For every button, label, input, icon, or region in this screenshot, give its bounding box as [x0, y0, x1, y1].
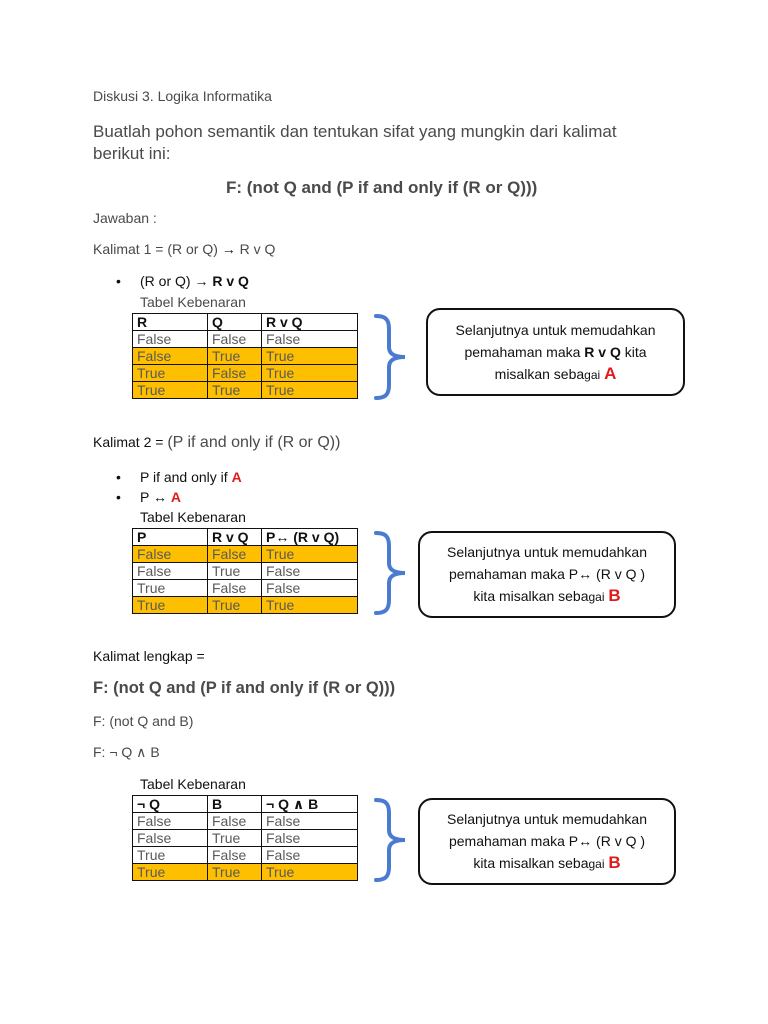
table-cell: True	[208, 830, 262, 847]
truth-table-3	[132, 795, 358, 881]
note-2-text: gai	[588, 590, 605, 604]
table-cell: False	[133, 348, 208, 365]
note-3-line-1: Selanjutnya untuk memudahkan	[446, 811, 648, 827]
note-1-expr: R ᴠ Q	[584, 344, 621, 360]
kalimat-lengkap-line-1: F: (not Q and B)	[93, 713, 194, 729]
note-2-line-1: Selanjutnya untuk memudahkan	[446, 544, 648, 560]
right-brace-icon	[372, 797, 412, 883]
kalimat-1-prefix: Kalimat 1 = (R or Q)	[93, 241, 222, 257]
note-3-line-3	[420, 852, 674, 875]
note-2-line-3	[420, 585, 674, 608]
note-3-text: kita misalkan seba	[473, 855, 589, 871]
note-box-1	[426, 308, 685, 396]
note-2-line-2: pemahaman maka P↔ (R ᴠ Q )	[448, 566, 646, 582]
kalimat-lengkap-line-2: F: ¬ Q ∧ B	[93, 744, 160, 760]
table-cell: False	[262, 331, 358, 348]
table-header-cell: P	[133, 529, 208, 546]
table-cell: False	[133, 546, 208, 563]
table-cell: True	[262, 864, 358, 881]
kalimat-2-line	[93, 434, 340, 452]
note-3-line-2: pemahaman maka P↔ (R ᴠ Q )	[448, 833, 646, 849]
table-cell: False	[133, 830, 208, 847]
table-cell: True	[133, 382, 208, 399]
question-line-2: berikut ini:	[93, 144, 171, 163]
table-cell: False	[262, 580, 358, 597]
table-cell: False	[208, 331, 262, 348]
right-brace-icon	[372, 530, 412, 616]
table-row-highlighted	[133, 864, 358, 881]
table-header-row	[133, 529, 358, 546]
table-cell: True	[133, 365, 208, 382]
table-cell: False	[262, 847, 358, 864]
table-cell: False	[208, 847, 262, 864]
note-1-text: misalkan seba	[494, 366, 585, 382]
table-header-cell: ¬ Q ∧ B	[262, 796, 358, 813]
table-row	[133, 563, 358, 580]
kalimat-2-bullet-1	[140, 469, 242, 485]
table-cell: True	[133, 864, 208, 881]
table-cell: True	[208, 597, 262, 614]
table-row-highlighted	[133, 546, 358, 563]
table-cell: True	[262, 546, 358, 563]
table-header-cell: R ᴠ Q	[262, 314, 358, 331]
table-header-cell: P↔ (R ᴠ Q)	[262, 529, 358, 546]
table-row-highlighted	[133, 365, 358, 382]
note-1-line-1: Selanjutnya untuk memudahkan	[455, 322, 656, 338]
table-cell: False	[208, 813, 262, 830]
note-1-letter: A	[604, 364, 617, 383]
note-1-text: gai	[584, 368, 601, 382]
table-cell: True	[262, 597, 358, 614]
note-2-text: kita misalkan seba	[473, 588, 589, 604]
kalimat-1-bullet-bold: R ᴠ Q	[208, 273, 249, 289]
kalimat-lengkap-label: Kalimat lengkap =	[93, 648, 205, 664]
table-row-highlighted	[133, 597, 358, 614]
table-row	[133, 813, 358, 830]
kalimat-2-label: Kalimat 2 =	[93, 434, 168, 450]
table-row	[133, 331, 358, 348]
table-cell: True	[262, 382, 358, 399]
table-cell: False	[133, 331, 208, 348]
table-cell: False	[208, 580, 262, 597]
table-cell: False	[208, 546, 262, 563]
table-cell: True	[208, 382, 262, 399]
table-header-cell: B	[208, 796, 262, 813]
table-cell: True	[133, 580, 208, 597]
table-header-cell: R ᴠ Q	[208, 529, 262, 546]
table-cell: False	[262, 813, 358, 830]
table-row	[133, 847, 358, 864]
table-row	[133, 580, 358, 597]
note-1-line-3	[428, 363, 683, 386]
table-cell: False	[133, 813, 208, 830]
table-cell: True	[208, 348, 262, 365]
kalimat-1-line	[93, 241, 275, 257]
note-3-letter: B	[608, 853, 621, 872]
table-header-cell: R	[133, 314, 208, 331]
table-cell: True	[208, 563, 262, 580]
table-cell: True	[262, 348, 358, 365]
answer-label: Jawaban :	[93, 210, 157, 226]
table-2-title: Tabel Kebenaran	[140, 509, 246, 525]
note-box-2	[418, 531, 676, 618]
table-cell: True	[208, 864, 262, 881]
table-header-row	[133, 796, 358, 813]
document-header: Diskusi 3. Logika Informatika	[93, 88, 272, 104]
kalimat-2-bullet-2	[140, 489, 181, 505]
table-row-highlighted	[133, 382, 358, 399]
note-2-letter: B	[608, 586, 621, 605]
question-formula: F: (not Q and (P if and only if (R or Q)))	[226, 178, 538, 197]
table-cell: False	[262, 563, 358, 580]
table-header-cell: ¬ Q	[133, 796, 208, 813]
note-3-text: gai	[588, 857, 605, 871]
note-1-text: pemahaman maka	[464, 344, 585, 360]
table-cell: True	[133, 597, 208, 614]
table-cell: False	[133, 563, 208, 580]
note-box-3	[418, 798, 676, 885]
truth-table-2	[132, 528, 358, 614]
table-row-highlighted	[133, 348, 358, 365]
kalimat-2-bullet-2-text: P ↔	[140, 489, 171, 505]
kalimat-1-bullet-prefix: (R or Q)	[140, 273, 195, 289]
kalimat-2-bullet-2-letter: A	[170, 489, 181, 505]
table-header-row	[133, 314, 358, 331]
kalimat-2-bullet-1-letter: A	[231, 469, 242, 485]
table-3-title: Tabel Kebenaran	[140, 776, 246, 792]
table-row	[133, 830, 358, 847]
note-1-text: kita	[620, 344, 647, 360]
kalimat-1-suffix: R ᴠ Q	[235, 241, 276, 257]
arrow-icon: →	[221, 241, 236, 257]
kalimat-2-expr: (P if and only if (R or Q))	[167, 434, 341, 451]
table-cell: False	[262, 830, 358, 847]
truth-table-1	[132, 313, 358, 399]
question-line-1: Buatlah pohon semantik dan tentukan sifat yang mungkin dari kalimat	[93, 122, 617, 141]
table-cell: True	[133, 847, 208, 864]
note-1-line-2	[428, 341, 683, 363]
table-cell: False	[208, 365, 262, 382]
table-header-cell: Q	[208, 314, 262, 331]
table-1-title: Tabel Kebenaran	[140, 294, 246, 310]
kalimat-1-bullet	[140, 273, 249, 289]
right-brace-icon	[372, 313, 412, 401]
kalimat-lengkap-formula: F: (not Q and (P if and only if (R or Q)))	[93, 679, 396, 697]
table-cell: True	[262, 365, 358, 382]
kalimat-2-bullet-1-text: P if and only if	[140, 469, 232, 485]
arrow-icon: →	[194, 273, 209, 289]
